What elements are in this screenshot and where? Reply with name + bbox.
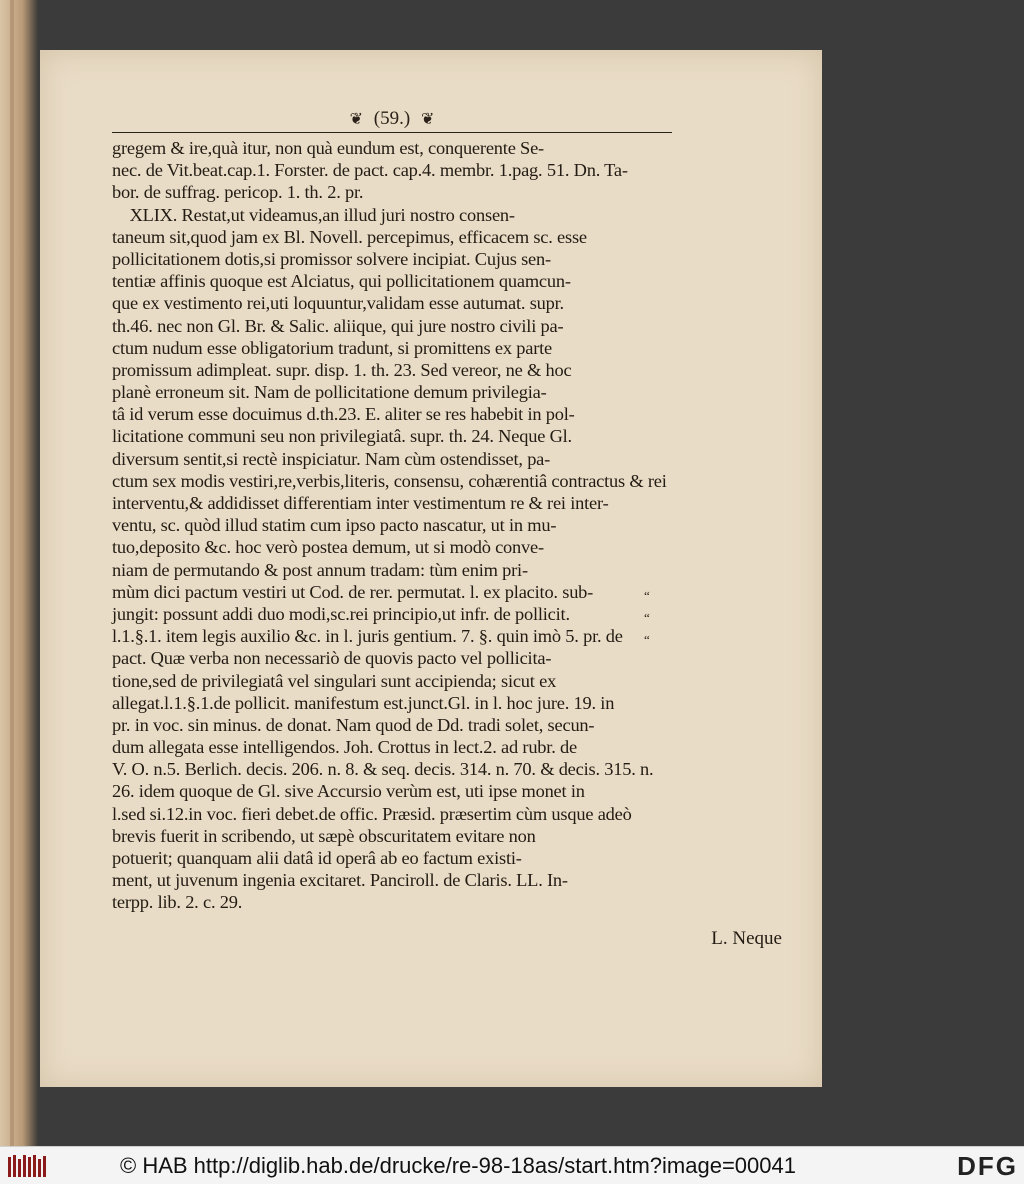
- text-line: que ex vestimento rei,uti loquuntur,validam esse autumat. supr.: [112, 293, 564, 314]
- margin-quote-mark: “: [644, 588, 650, 603]
- text-line: gregem & ire,quà itur, non quà eundum est, conquerente Se-: [112, 138, 544, 158]
- text-line: tione,sed de privilegiatâ vel singulari sunt accipienda; sicut ex: [112, 670, 557, 691]
- text-line: l.1.§.1. item legis auxilio &c. in l. juris gentium. 7. §. quin imò 5. pr. de: [112, 626, 623, 647]
- text-line: l.sed si.12.in voc. fieri debet.de offic. Præsid. præsertim cùm usque adeò: [112, 803, 632, 824]
- page-header: [112, 108, 672, 130]
- book-page: [40, 50, 822, 1087]
- text-line: XLIX. Restat,ut videamus,an illud juri nostro consen-: [112, 204, 515, 225]
- text-line: mùm dici pactum vestiri ut Cod. de rer. permutat. l. ex placito. sub-: [112, 581, 594, 602]
- hab-logo-icon: [6, 1153, 48, 1179]
- text-line: ctum nudum esse obligatorium tradunt, si promittens ex parte: [112, 337, 553, 358]
- header-rule: [112, 132, 672, 133]
- text-line: pr. in voc. sin minus. de donat. Nam quod de Dd. tradi solet, secun-: [112, 714, 595, 735]
- text-line: pact. Quæ verba non necessariò de quovis pacto vel pollicita-: [112, 648, 552, 669]
- text-line: interventu,& addidisset differentiam inter vestimentum re & rei inter-: [112, 493, 609, 513]
- text-line: diversum sentit,si rectè inspiciatur. Nam cùm ostendisset, pa-: [112, 448, 551, 469]
- ornament-left-icon: ❦: [349, 111, 364, 128]
- text-line: 26. idem quoque de Gl. sive Accursio verùm est, uti ipse monet in: [112, 781, 585, 802]
- text-line: terpp. lib. 2. c. 29.: [112, 892, 243, 913]
- text-line: tuo,deposito &c. hoc verò postea demum, ut si modò conve-: [112, 537, 544, 558]
- text-line: allegat.l.1.§.1.de pollicit. manifestum est.junct.Gl. in l. hoc jure. 19. in: [112, 692, 615, 713]
- text-line: planè erroneum sit. Nam de pollicitatione demum privilegia-: [112, 382, 547, 403]
- body-text: [112, 137, 672, 914]
- text-line: ment, ut juvenum ingenia excitaret. Panciroll. de Claris. LL. In-: [112, 870, 568, 891]
- text-line: promissum adimpleat. supr. disp. 1. th. 23. Sed vereor, ne & hoc: [112, 359, 572, 380]
- text-line: niam de permutando & post annum tradam: tùm enim pri-: [112, 559, 528, 580]
- text-line: bor. de suffrag. pericop. 1. th. 2. pr.: [112, 182, 364, 203]
- margin-quote-mark: “: [644, 632, 650, 647]
- catchword: L. Neque: [711, 928, 782, 949]
- left-page-edge: [0, 0, 38, 1146]
- text-line: tâ id verum esse docuimus d.th.23. E. aliter se res habebit in pol-: [112, 404, 575, 425]
- text-line: brevis fuerit in scribendo, ut sæpè obscuritatem evitare non: [112, 825, 536, 846]
- text-line: ventu, sc. quòd illud statim cum ipso pacto nascatur, ut in mu-: [112, 515, 557, 536]
- text-line: th.46. nec non Gl. Br. & Salic. aliique, qui jure nostro civili pa-: [112, 315, 564, 336]
- text-line: nec. de Vit.beat.cap.1. Forster. de pact. cap.4. membr. 1.pag. 51. Dn. Ta-: [112, 160, 628, 181]
- dfg-logo: DFG: [957, 1151, 1018, 1181]
- footer-bar: [0, 1146, 1024, 1184]
- ornament-right-icon: ❦: [420, 111, 435, 128]
- page-number: (59.): [373, 108, 411, 129]
- text-line: jungit: possunt addi duo modi,sc.rei principio,ut infr. de pollicit.: [112, 603, 570, 624]
- text-line: dum allegata esse intelligendos. Joh. Crottus in lect.2. ad rubr. de: [112, 737, 577, 758]
- page-text-block: [112, 108, 672, 914]
- text-line: ctum sex modis vestiri,re,verbis,literis, consensu, cohærentiâ contractus & rei: [112, 470, 667, 491]
- text-line: potuerit; quanquam alii datâ id operâ ab eo factum existi-: [112, 848, 522, 868]
- text-line: tentiæ affinis quoque est Alciatus, qui pollicitationem quamcun-: [112, 271, 571, 292]
- copyright-url[interactable]: © HAB http://diglib.hab.de/drucke/re-98-18as/start.htm?image=00041: [120, 1153, 796, 1178]
- text-line: taneum sit,quod jam ex Bl. Novell. percepimus, efficacem sc. esse: [112, 226, 587, 247]
- margin-quote-mark: “: [644, 610, 650, 625]
- page-fold: [10, 0, 14, 1146]
- text-line: licitatione communi seu non privilegiatâ. supr. th. 24. Neque Gl.: [112, 426, 572, 447]
- text-line: pollicitationem dotis,si promissor solvere incipiat. Cujus sen-: [112, 248, 551, 269]
- text-line: V. O. n.5. Berlich. decis. 206. n. 8. & seq. decis. 314. n. 70. & decis. 315. n.: [112, 759, 654, 780]
